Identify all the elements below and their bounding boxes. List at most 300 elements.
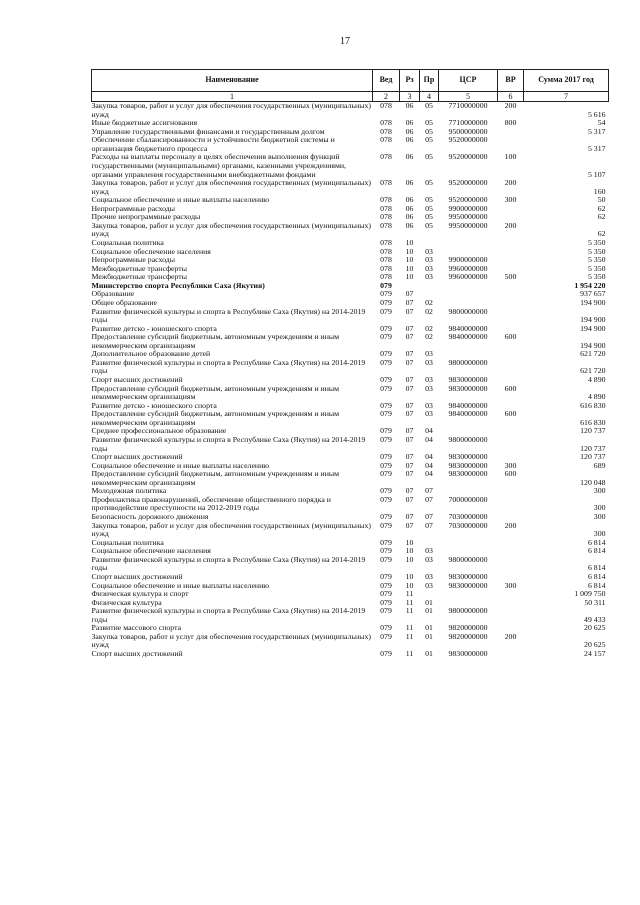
row-sum: 194 900 <box>580 315 606 325</box>
header-pr: Пр <box>420 70 439 92</box>
row-vr: 600 <box>504 409 517 419</box>
row-rz: 10 <box>405 537 414 547</box>
row-ved: 079 <box>380 494 392 504</box>
row-name: Спорт высших достижений <box>91 375 183 384</box>
table-row <box>92 410 609 427</box>
row-ved: 078 <box>380 212 392 222</box>
row-ved: 079 <box>380 357 392 367</box>
row-ved: 079 <box>380 409 392 419</box>
row-vr: 200 <box>504 178 517 188</box>
row-pr: 03 <box>425 400 433 410</box>
row-csr: 7710000000 <box>448 118 488 128</box>
row-vr: 200 <box>504 220 517 230</box>
row-rz: 10 <box>405 580 414 590</box>
header-name: Наименование <box>92 70 373 92</box>
row-vr <box>498 607 524 624</box>
page-number: 17 <box>340 36 350 47</box>
row-name: Среднее профессиональное образование <box>91 426 227 436</box>
row-sum: 5 350 <box>587 238 606 247</box>
row-sum: 6 814 <box>587 563 606 573</box>
row-ved: 079 <box>380 546 392 556</box>
row-name: Развитие массового спорта <box>91 623 182 633</box>
row-pr: 01 <box>425 597 433 607</box>
row-sum: 616 830 <box>580 417 606 427</box>
row-csr: 9950000000 <box>448 220 488 230</box>
row-sum: 300 <box>593 512 606 521</box>
row-rz: 06 <box>405 212 414 222</box>
row-name: Непрограммные расходы <box>91 255 176 265</box>
table-row <box>92 385 609 402</box>
row-ved: 079 <box>380 597 392 607</box>
row-vr <box>498 590 524 599</box>
row-csr: 9900000000 <box>448 255 488 265</box>
row-rz: 11 <box>405 606 414 616</box>
row-sum: 5 350 <box>587 255 606 265</box>
row-ved: 078 <box>380 238 392 247</box>
row-ved: 078 <box>380 263 392 273</box>
row-sum: 54 <box>597 118 606 128</box>
row-name: Непрограммные расходы <box>91 203 176 213</box>
row-ved: 079 <box>380 631 392 641</box>
row-rz: 07 <box>405 494 414 504</box>
row-vr <box>498 427 524 436</box>
row-pr: 03 <box>425 272 433 282</box>
row-csr: 9830000000 <box>448 460 488 470</box>
row-vr <box>498 436 524 453</box>
row-pr: 03 <box>425 349 433 359</box>
column-number: 1 <box>92 92 373 102</box>
row-sum: 5 317 <box>587 143 606 153</box>
row-sum: 5 317 <box>587 126 606 136</box>
row-sum: 5 350 <box>587 272 606 282</box>
row-pr: 04 <box>425 452 433 462</box>
row-sum: 300 <box>593 486 606 496</box>
row-vr <box>498 547 524 556</box>
row-sum: 621 720 <box>580 349 606 359</box>
row-name: Развитие физической культуры и спорта в Республике Саха (Якутия) на 2014-2019 годы <box>91 606 366 624</box>
row-ved: 079 <box>380 400 392 410</box>
table-row <box>92 436 609 453</box>
row-pr: 01 <box>425 623 433 633</box>
row-vr <box>498 205 524 214</box>
row-rz: 11 <box>405 623 414 633</box>
row-sum: 120 737 <box>580 443 606 453</box>
row-vr <box>498 599 524 608</box>
row-csr <box>439 282 498 291</box>
row-sum: 689 <box>593 460 606 470</box>
header-rz: Рз <box>400 70 420 92</box>
row-pr: 02 <box>425 306 433 316</box>
row-rz: 11 <box>405 589 414 599</box>
row-rz: 06 <box>405 118 414 128</box>
row-name: Межбюджетные трансферты <box>91 263 187 273</box>
row-rz: 07 <box>405 383 414 393</box>
row-ved: 078 <box>380 203 392 213</box>
table-row <box>92 136 609 153</box>
row-rz: 07 <box>405 426 414 436</box>
row-rz: 06 <box>405 178 414 188</box>
row-sum: 6 814 <box>587 537 606 547</box>
row-csr <box>439 290 498 299</box>
row-name: Предоставление субсидий бюджетным, автономным учреждениям и иным некоммерческим организациям <box>91 409 340 427</box>
row-rz: 10 <box>405 546 414 556</box>
row-ved: 078 <box>380 272 392 282</box>
row-csr: 9840000000 <box>448 323 488 333</box>
row-ved: 079 <box>380 554 392 564</box>
row-csr: 9830000000 <box>448 571 488 581</box>
row-sum: 62 <box>597 212 606 222</box>
row-vr: 600 <box>504 332 517 342</box>
row-sum: 1 009 750 <box>574 589 606 599</box>
column-number: 3 <box>400 92 420 102</box>
row-csr: 7030000000 <box>448 520 488 530</box>
row-vr: 100 <box>504 152 517 162</box>
row-name: Развитие физической культуры и спорта в Республике Саха (Якутия) на 2014-2019 годы <box>91 554 366 573</box>
table-row <box>92 290 609 299</box>
row-vr: 300 <box>504 195 517 205</box>
row-vr <box>498 496 524 513</box>
row-name: Образование <box>91 289 135 299</box>
row-name: Социальное обеспечение и иные выплаты населению <box>91 195 270 205</box>
row-pr: 03 <box>425 375 433 384</box>
row-rz: 07 <box>405 434 414 444</box>
row-sum: 300 <box>593 503 606 513</box>
row-rz: 07 <box>405 409 414 419</box>
column-numbers-row <box>92 92 609 102</box>
row-pr: 02 <box>425 297 433 307</box>
row-pr: 03 <box>425 546 433 556</box>
row-name: Спорт высших достижений <box>91 452 183 462</box>
table-row <box>92 282 609 291</box>
row-sum: 120 737 <box>580 452 606 462</box>
table-row <box>92 590 609 599</box>
row-rz: 07 <box>405 289 414 299</box>
row-ved: 078 <box>380 135 392 145</box>
row-csr: 9960000000 <box>448 272 488 282</box>
row-pr: 03 <box>425 580 433 590</box>
row-csr: 9520000000 <box>448 152 488 162</box>
row-name: Иные бюджетные ассигнования <box>91 118 198 128</box>
row-ved: 079 <box>380 512 392 521</box>
row-name: Развитие физической культуры и спорта в Республике Саха (Якутия) на 2014-2019 годы <box>91 306 366 325</box>
row-rz: 10 <box>405 238 414 247</box>
row-vr <box>498 248 524 257</box>
row-rz: 06 <box>405 126 414 136</box>
row-rz: 07 <box>405 460 414 470</box>
row-pr: 05 <box>425 220 433 230</box>
row-sum: 937 657 <box>580 289 606 299</box>
row-name: Закупка товаров, работ и услуг для обеспечения государственных (муниципальных) нужд <box>91 178 371 196</box>
row-csr: 9800000000 <box>448 606 488 616</box>
row-pr: 01 <box>425 606 433 616</box>
row-sum: 194 900 <box>580 297 606 307</box>
row-pr: 05 <box>425 178 433 188</box>
row-csr <box>439 590 498 599</box>
row-sum: 24 157 <box>584 649 606 658</box>
row-name: Предоставление субсидий бюджетным, автономным учреждениям и иным некоммерческим организациям <box>91 469 340 487</box>
row-vr: 800 <box>504 118 517 128</box>
row-rz: 07 <box>405 306 414 316</box>
row-name: Расходы на выплаты персоналу в целях обеспечения выполнения функций государственными (муниципальными) органами, казенными учреждениями, органами управления государственными внебюджетными фондами <box>91 152 347 179</box>
row-vr <box>498 539 524 548</box>
row-name: Обеспечение сбалансированности и устойчивости бюджетной системы и организация бюджетного процесса <box>91 135 335 153</box>
row-vr <box>498 650 524 659</box>
row-pr: 01 <box>425 649 433 658</box>
row-vr: 200 <box>504 520 517 530</box>
row-pr <box>420 282 439 291</box>
row-pr: 05 <box>425 203 433 213</box>
row-ved: 078 <box>380 246 392 256</box>
row-rz: 07 <box>405 357 414 367</box>
row-name: Закупка товаров, работ и услуг для обеспечения государственных (муниципальных) нужд <box>91 220 371 239</box>
row-sum: 20 625 <box>584 640 606 650</box>
row-name: Социальная политика <box>91 537 164 547</box>
row-rz: 10 <box>405 272 414 282</box>
row-sum: 1 954 220 <box>574 280 606 290</box>
row-sum: 300 <box>593 529 606 539</box>
row-name: Физическая культура и спорт <box>91 589 189 599</box>
row-ved: 078 <box>380 126 392 136</box>
row-rz: 07 <box>405 469 414 479</box>
row-pr: 03 <box>425 554 433 564</box>
row-ved: 079 <box>380 323 392 333</box>
table-row <box>92 222 609 239</box>
row-pr: 02 <box>425 332 433 342</box>
row-name: Дополнительное образование детей <box>91 349 211 359</box>
row-pr: 02 <box>425 323 433 333</box>
row-rz: 10 <box>405 571 414 581</box>
row-ved: 078 <box>380 118 392 128</box>
row-vr <box>498 282 524 291</box>
row-csr: 9840000000 <box>448 400 488 410</box>
row-csr: 9820000000 <box>448 623 488 633</box>
row-rz: 07 <box>405 349 414 359</box>
table-row <box>92 153 609 179</box>
header-vr: ВР <box>498 70 524 92</box>
table-body <box>92 102 609 659</box>
row-name: Спорт высших достижений <box>91 649 183 658</box>
row-rz: 10 <box>405 263 414 273</box>
row-csr: 9520000000 <box>448 195 488 205</box>
row-ved: 079 <box>380 589 392 599</box>
row-name: Межбюджетные трансферты <box>91 272 187 282</box>
row-name: Физическая культура <box>91 597 162 607</box>
row-ved: 079 <box>380 623 392 633</box>
row-csr: 9840000000 <box>448 409 488 419</box>
row-vr: 200 <box>504 631 517 641</box>
header-sum: Сумма 2017 год <box>524 70 609 92</box>
row-rz: 06 <box>405 152 414 162</box>
row-rz: 07 <box>405 512 414 521</box>
row-csr: 9830000000 <box>448 469 488 479</box>
row-ved: 079 <box>380 486 392 496</box>
row-pr: 07 <box>425 512 433 521</box>
row-vr: 200 <box>504 101 517 110</box>
row-name: Профилактика правонарушений, обеспечение общественного порядка и противодействие преступности на 2012-2019 годы <box>91 494 331 513</box>
row-rz: 07 <box>405 332 414 342</box>
row-csr: 9800000000 <box>448 306 488 316</box>
row-ved: 079 <box>380 571 392 581</box>
row-name: Социальное обеспечение и иные выплаты населению <box>91 580 270 590</box>
row-ved: 079 <box>380 520 392 530</box>
row-rz: 06 <box>405 101 414 110</box>
row-ved: 079 <box>380 606 392 616</box>
row-vr <box>498 556 524 573</box>
row-rz: 07 <box>405 486 414 496</box>
row-sum: 120 737 <box>580 426 606 436</box>
table-row <box>92 650 609 659</box>
row-sum: 6 814 <box>587 580 606 590</box>
row-csr: 7030000000 <box>448 512 488 521</box>
row-vr <box>498 256 524 265</box>
row-rz: 07 <box>405 297 414 307</box>
row-vr <box>498 359 524 376</box>
row-sum: 6 814 <box>587 546 606 556</box>
row-ved: 079 <box>380 426 392 436</box>
row-pr: 07 <box>425 494 433 504</box>
budget-table <box>91 69 609 659</box>
row-rz: 10 <box>405 255 414 265</box>
row-name: Развитие физической культуры и спорта в Республике Саха (Якутия) на 2014-2019 годы <box>91 434 366 453</box>
row-rz: 11 <box>405 649 414 658</box>
row-ved: 079 <box>380 580 392 590</box>
row-ved: 079 <box>380 460 392 470</box>
row-rz: 06 <box>405 203 414 213</box>
row-name: Социальное обеспечение населения <box>91 246 211 256</box>
row-name: Социальная политика <box>91 238 164 247</box>
row-pr: 04 <box>425 460 433 470</box>
row-csr: 9840000000 <box>448 332 488 342</box>
row-csr: 9830000000 <box>448 580 488 590</box>
row-ved: 079 <box>380 383 392 393</box>
row-csr: 9960000000 <box>448 263 488 273</box>
row-ved: 078 <box>380 152 392 162</box>
row-sum: 50 311 <box>584 597 606 607</box>
row-sum: 194 900 <box>580 323 606 333</box>
row-name: Министерство спорта Республики Саха (Якутия) <box>91 280 265 290</box>
table-row <box>92 607 609 624</box>
row-pr: 03 <box>425 571 433 581</box>
row-pr: 05 <box>425 101 433 110</box>
row-csr: 9830000000 <box>448 375 488 384</box>
row-sum: 5 350 <box>587 246 606 256</box>
table-row <box>92 359 609 376</box>
row-sum: 49 433 <box>584 614 606 624</box>
table-row <box>92 633 609 650</box>
row-csr: 9520000000 <box>448 135 488 145</box>
row-sum: 621 720 <box>580 366 606 376</box>
table-row <box>92 308 609 325</box>
row-sum: 5 616 <box>587 109 606 119</box>
row-pr: 07 <box>425 486 433 496</box>
row-rz: 10 <box>405 554 414 564</box>
row-rz: 07 <box>405 520 414 530</box>
row-ved: 079 <box>380 306 392 316</box>
row-name: Закупка товаров, работ и услуг для обеспечения государственных (муниципальных) нужд <box>91 520 371 539</box>
row-csr: 7000000000 <box>448 494 488 504</box>
row-csr: 9800000000 <box>448 554 488 564</box>
row-name: Управление государственными финансами и государственным долгом <box>91 126 325 136</box>
row-sum: 120 048 <box>580 477 606 487</box>
row-ved: 079 <box>380 469 392 479</box>
row-csr: 9900000000 <box>448 203 488 213</box>
row-pr: 03 <box>425 246 433 256</box>
table-row <box>92 179 609 196</box>
row-sum: 616 830 <box>580 400 606 410</box>
row-vr <box>498 128 524 137</box>
column-number: 6 <box>498 92 524 102</box>
row-pr: 05 <box>425 118 433 128</box>
scan-artifact: · · · · · · · · <box>404 6 461 12</box>
table-row <box>92 522 609 539</box>
row-csr: 9830000000 <box>448 383 488 393</box>
row-ved: 078 <box>380 178 392 188</box>
row-rz: 07 <box>405 400 414 410</box>
row-sum: 50 <box>597 195 606 205</box>
table-row <box>92 556 609 573</box>
row-sum: 20 625 <box>584 623 606 633</box>
row-vr <box>498 239 524 248</box>
row-ved: 079 <box>380 649 392 658</box>
row-name: Развитие детско - юношеского спорта <box>91 323 217 333</box>
row-name: Социальное обеспечение и иные выплаты населению <box>91 460 270 470</box>
row-name: Предоставление субсидий бюджетным, автономным учреждениям и иным некоммерческим организациям <box>91 332 340 350</box>
row-csr <box>439 539 498 548</box>
row-pr: 04 <box>425 426 433 436</box>
row-rz: 06 <box>405 220 414 230</box>
row-vr <box>498 299 524 308</box>
table-header-row <box>92 70 609 92</box>
row-csr: 9800000000 <box>448 357 488 367</box>
row-sum: 5 107 <box>587 169 606 179</box>
row-name: Безопасность дорожного движения <box>91 512 209 521</box>
row-name: Общее образование <box>91 297 157 307</box>
row-rz: 07 <box>405 375 414 384</box>
row-vr <box>498 350 524 359</box>
row-rz: 06 <box>405 195 414 205</box>
row-csr: 9830000000 <box>448 452 488 462</box>
row-vr: 500 <box>504 272 517 282</box>
row-csr: 9500000000 <box>448 126 488 136</box>
row-vr: 300 <box>504 580 517 590</box>
table-row <box>92 496 609 513</box>
row-csr <box>439 239 498 248</box>
row-name: Социальное обеспечение населения <box>91 546 211 556</box>
row-vr <box>498 136 524 153</box>
row-pr: 01 <box>425 631 433 641</box>
table-row <box>92 102 609 120</box>
row-ved: 078 <box>380 220 392 230</box>
row-pr: 05 <box>425 212 433 222</box>
row-pr: 04 <box>425 469 433 479</box>
row-name: Молодежная политика <box>91 486 167 496</box>
row-rz: 11 <box>405 597 414 607</box>
row-ved: 079 <box>380 375 392 384</box>
row-pr: 05 <box>425 135 433 145</box>
column-number: 5 <box>439 92 498 102</box>
row-pr: 07 <box>425 520 433 530</box>
row-pr: 03 <box>425 357 433 367</box>
row-name: Закупка товаров, работ и услуг для обеспечения государственных (муниципальных) нужд <box>91 101 371 119</box>
row-csr: 9830000000 <box>448 649 488 658</box>
row-pr: 04 <box>425 434 433 444</box>
row-ved: 079 <box>380 280 392 290</box>
row-ved: 079 <box>380 332 392 342</box>
row-sum: 194 900 <box>580 340 606 350</box>
row-name: Закупка товаров, работ и услуг для обеспечения государственных (муниципальных) нужд <box>91 631 371 650</box>
row-rz: 10 <box>405 246 414 256</box>
row-pr: 05 <box>425 195 433 205</box>
